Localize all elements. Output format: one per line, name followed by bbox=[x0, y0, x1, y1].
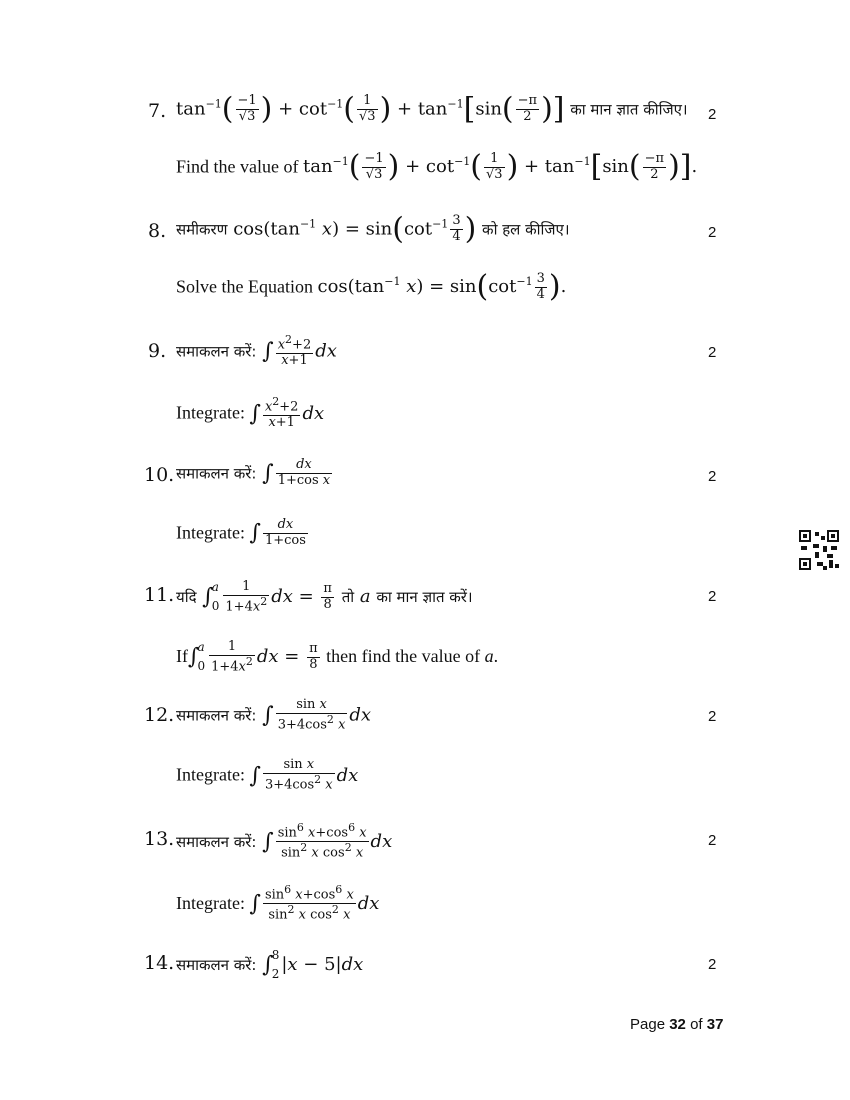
question-11-english-pre: If bbox=[176, 646, 188, 667]
page-of: of bbox=[690, 1016, 703, 1033]
question-12-hindi-text: समाकलन करें: bbox=[176, 706, 257, 725]
question-9-english: Integrate: ∫ $\frac{x^2+2}{x+1}$ dx bbox=[176, 395, 325, 431]
question-7-english-text: Find the value of bbox=[176, 156, 299, 177]
marks: 2 bbox=[708, 708, 717, 725]
question-number: 11. bbox=[144, 584, 175, 606]
question-7-hindi-text: का मान ज्ञात कीजिए। bbox=[570, 100, 688, 119]
question-11-english-text: then find the value of bbox=[326, 646, 481, 667]
question-10-english: Integrate: ∫ $\frac{dx}{1+\cos}$ bbox=[176, 517, 306, 548]
page-number: 32 bbox=[669, 1016, 686, 1033]
question-number: 13. bbox=[144, 828, 175, 850]
qr-code bbox=[799, 530, 839, 570]
page-label: Page bbox=[630, 1016, 666, 1033]
question-8-hindi-text: को हल कीजिए। bbox=[482, 220, 570, 239]
marks: 2 bbox=[708, 106, 717, 123]
question-10-hindi-text: समाकलन करें: bbox=[176, 464, 257, 483]
question-8-english: Solve the Equation $\cos(\tan^{-1}$ $x) = \sin(\cot^{-1}$ $\frac{3}{4}$ ). bbox=[176, 269, 567, 305]
page-total: 37 bbox=[706, 1016, 724, 1033]
marks: 2 bbox=[708, 468, 717, 485]
question-8-english-text: Solve the Equation bbox=[176, 276, 313, 297]
question-13-hindi: समाकलन करें: ∫ $\frac{\sin^6 x+\cos^6 x}{\sin^2 x \cos^2 x}$ dx bbox=[176, 821, 393, 861]
page-footer bbox=[630, 1016, 723, 1033]
question-13-english-text: Integrate: bbox=[176, 892, 245, 913]
marks: 2 bbox=[708, 832, 717, 849]
question-number: 9. bbox=[148, 340, 167, 362]
marks: 2 bbox=[708, 344, 717, 361]
question-11-hindi: यदि ∫ a 0 $\frac{1}{1+4x^2}$ dx = $\frac{\pi}{8}$ तो a का मान ज्ञात करें। bbox=[176, 578, 473, 614]
question-9-english-text: Integrate: bbox=[176, 402, 245, 423]
marks: 2 bbox=[708, 956, 717, 973]
question-7-hindi: $\tan^{-1}$( $\frac{-1}{√3}$ ) + $\cot^{-1}$( $\frac{1}{√3}$ ) + $\tan^{-1}[\sin$( $\frac{-\pi}{2}$ )] का मान ज्ञात कीजिए। bbox=[176, 91, 688, 127]
question-9-hindi: समाकलन करें: ∫ $\frac{x^2+2}{x+1}$ dx bbox=[176, 333, 337, 369]
question-8-hindi: समीकरण $\cos(\tan^{-1}$ $x) = \sin(\cot^{-1}$ $\frac{3}{4}$ ) को हल कीजिए। bbox=[176, 211, 570, 247]
question-12-english-text: Integrate: bbox=[176, 764, 245, 785]
question-10-english-text: Integrate: bbox=[176, 522, 245, 543]
question-7-english: Find the value of $\tan^{-1}$( $\frac{-1}{√3}$ ) + $\cot^{-1}$( $\frac{1}{√3}$ ) + $\tan^{-1}[\sin$( $\frac{-\pi}{2}$ )]. bbox=[176, 149, 698, 185]
question-14-hindi-text: समाकलन करें: bbox=[176, 956, 257, 975]
question-10-hindi: समाकलन करें: ∫ $\frac{dx}{\text{1+cos x}}$ bbox=[176, 457, 331, 488]
question-number: 12. bbox=[144, 704, 175, 726]
question-9-hindi-text: समाकलन करें: bbox=[176, 342, 257, 361]
question-11-english: If∫ a 0 $\frac{1}{1+4x^2}$ dx = $\frac{\pi}{8}$ then find the value of a. bbox=[176, 638, 499, 674]
question-number: 10. bbox=[144, 464, 175, 486]
question-11-hindi-pre: यदि bbox=[176, 588, 197, 607]
question-8-hindi-pre: समीकरण bbox=[176, 220, 228, 239]
question-13-hindi-text: समाकलन करें: bbox=[176, 832, 257, 851]
marks: 2 bbox=[708, 224, 717, 241]
question-14-hindi: समाकलन करें: ∫ 8 2 |x − 5|dx bbox=[176, 948, 364, 982]
question-12-hindi: समाकलन करें: ∫ $\frac{\text{sin x}}{3+4\cos^2 x}$ dx bbox=[176, 697, 372, 733]
question-12-english: Integrate: ∫ $\frac{\text{sin x}}{3+4\cos^2 x}$ dx bbox=[176, 757, 359, 793]
question-number: 14. bbox=[144, 952, 175, 974]
question-13-english: Integrate: ∫ $\frac{\sin^6 x+\cos^6 x}{\sin^2 x \cos^2 x}$ dx bbox=[176, 883, 380, 923]
question-11-hindi-text: का मान ज्ञात करें। bbox=[376, 588, 473, 607]
question-number: 7. bbox=[148, 100, 167, 122]
question-number: 8. bbox=[148, 220, 167, 242]
marks: 2 bbox=[708, 588, 717, 605]
question-11-hindi-mid: तो bbox=[341, 588, 355, 607]
